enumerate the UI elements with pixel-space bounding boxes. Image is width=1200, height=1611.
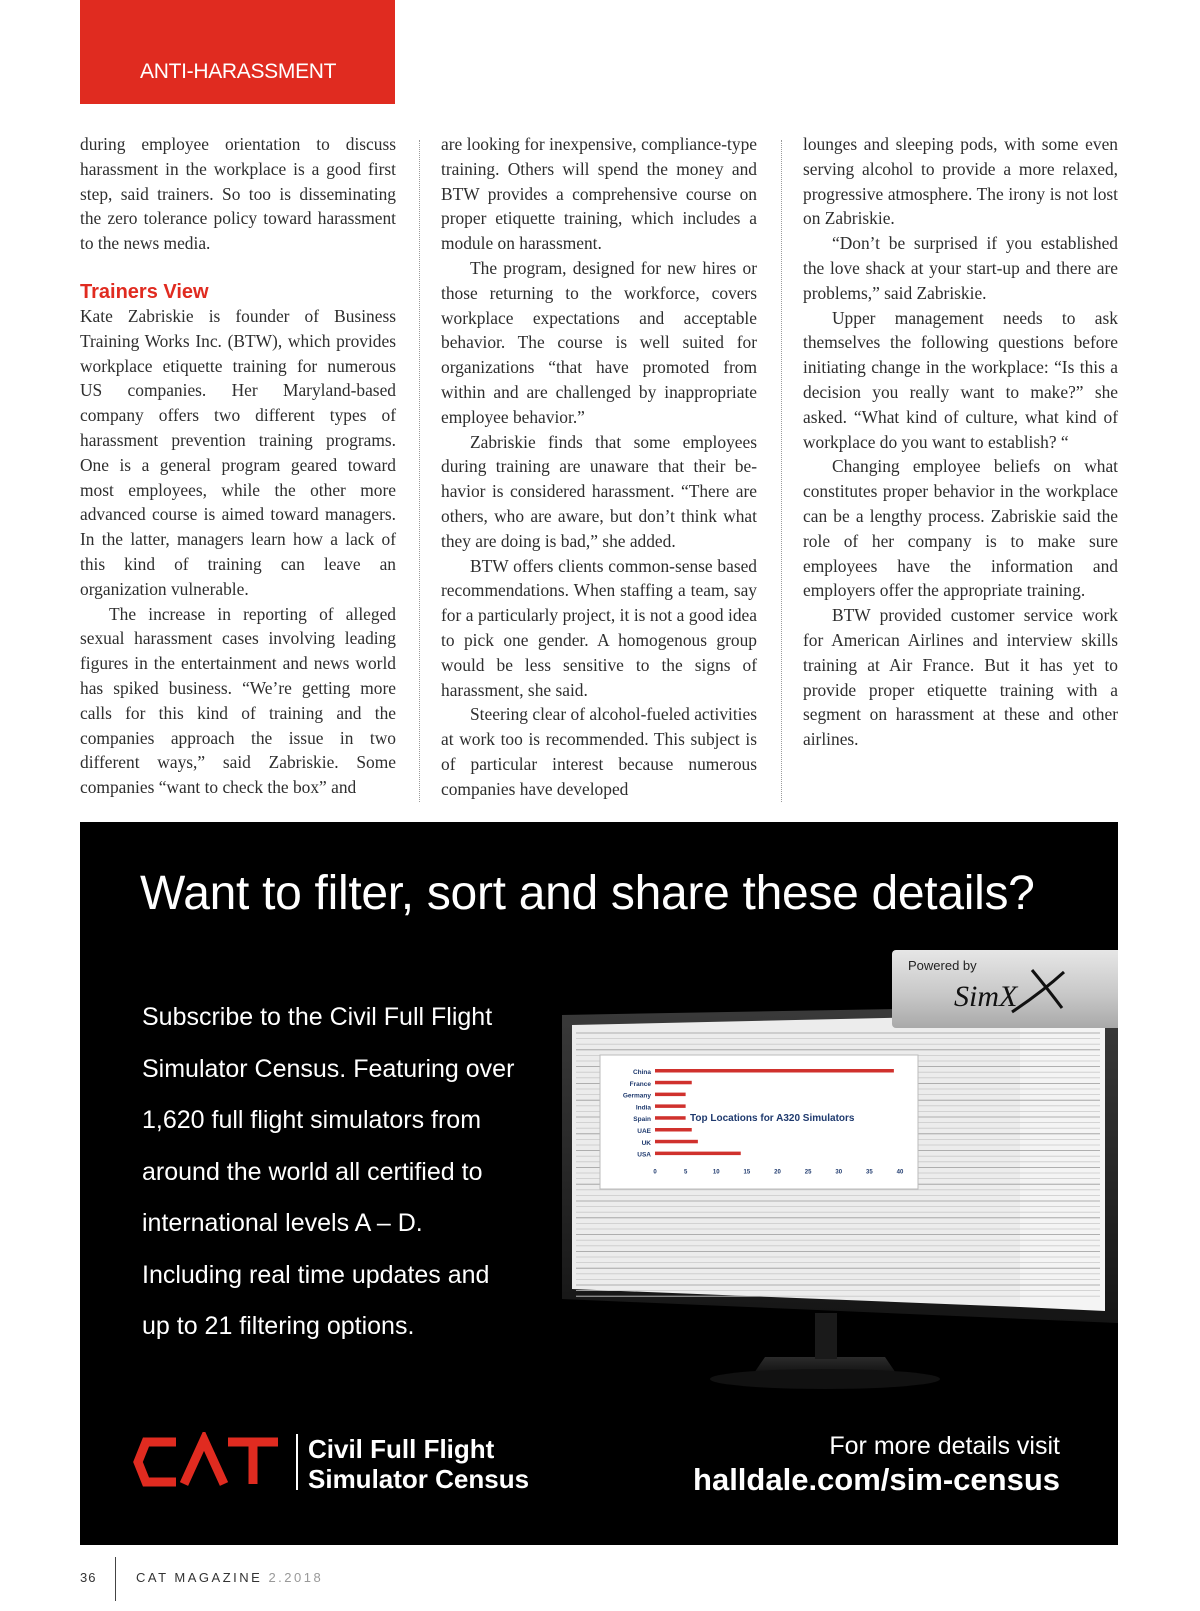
article-paragraph: are looking for inexpensive, compliance-type training. Others will spend the money and BTW provides a comprehensive course on proper etiquette training, which includes a module on harassment.	[441, 134, 757, 254]
cat-logo	[132, 1432, 282, 1492]
ad-headline: Want to filter, sort and share these details?	[140, 867, 1035, 920]
chart-tick-label: 5	[683, 1169, 688, 1176]
chart-category-label: Germany	[622, 1092, 651, 1100]
monitor-neck	[815, 1313, 837, 1359]
chart-title: Top Locations for A320 Simulators	[690, 1113, 855, 1124]
chart-category-label: USA	[637, 1151, 651, 1159]
census-name	[308, 1434, 529, 1494]
advertisement[interactable]	[80, 822, 1118, 1545]
chart-tick-label: 20	[774, 1169, 781, 1176]
chart-bar	[655, 1116, 686, 1120]
chart-tick-label: 0	[653, 1169, 657, 1176]
chart-bar	[655, 1093, 686, 1097]
article-paragraph: “Don’t be surprised if you established the love shack at your start-up and there are problems,” said Zabriskie.	[803, 233, 1118, 303]
issue-date: 2.2018	[268, 1570, 324, 1585]
chart-tick-label: 40	[896, 1169, 904, 1176]
visit-url-link[interactable]: halldale.com/sim-census	[693, 1462, 1060, 1497]
chart-category-label: France	[629, 1080, 651, 1088]
chart-bar	[655, 1140, 698, 1144]
article-paragraph: during employee orientation to discuss harassment in the workplace is a good first step, said trainers. So too is disseminating the zero tolerance policy toward harassment to the news media.	[80, 134, 396, 254]
page-number: 36	[80, 1570, 97, 1585]
powered-by-label: Powered by	[908, 958, 977, 973]
monitor-base	[710, 1369, 940, 1389]
article-column-2	[441, 132, 757, 804]
subheading: Trainers View	[80, 280, 209, 303]
simx-logo-text: SimX	[954, 980, 1018, 1013]
chart-bar	[655, 1081, 692, 1085]
simx-x-mark	[1012, 970, 1064, 1012]
simx-logo	[892, 950, 1118, 1028]
article-column-1	[80, 132, 396, 804]
chart-tick-label: 10	[712, 1169, 720, 1176]
chart-tick-label: 25	[804, 1169, 812, 1176]
chart-category-label: UK	[641, 1139, 651, 1147]
article-paragraph: The increase in reporting of alleged sexual harassment cases involving leading figures in the entertainment and news world has spiked business. “We’re getting more calls for this kind of training and the companies approach the issue in two different ways,” said Zabriskie. Some companies “want to check the box” and	[80, 603, 396, 798]
logo-c	[138, 1442, 176, 1482]
chart-tick-label: 30	[835, 1169, 843, 1176]
powered-by-badge	[892, 950, 1118, 1028]
census-line-1: Civil Full Flight	[308, 1434, 495, 1464]
magazine-footer	[136, 1570, 323, 1585]
article-column-3	[803, 132, 1118, 804]
footer-divider	[115, 1557, 116, 1601]
census-divider	[296, 1434, 298, 1490]
logo-a	[184, 1440, 224, 1484]
article-paragraph: BTW offers clients common-sense based recommendations. When staffing a team, say for a particularly project, it is not a good idea to pick one gender. A homogenous group would be less sensitive to the signs of harassment, she said.	[441, 555, 757, 700]
chart-category-label: India	[635, 1104, 651, 1112]
column-divider	[419, 140, 420, 802]
chart-tick-label: 35	[866, 1169, 873, 1176]
ad-body-line: 1,620 full flight simulators from	[142, 1106, 482, 1134]
chart-category-label: UAE	[637, 1128, 651, 1135]
ad-body	[142, 992, 542, 1353]
ad-body-line: around the world all certified to	[142, 1157, 483, 1186]
article-paragraph: lounges and sleeping pods, with some even serving alcohol to provide a more relaxed, progressive atmosphere. The irony is not lost on Zabriskie.	[803, 134, 1118, 229]
article-paragraph: Upper management needs to ask themselves the following questions before initiating change in the workplace: “Is this a decision you really want to make?” she asked. “What kind of culture, what kind of workplace do you want to establish? “	[803, 307, 1118, 452]
chart-tick-label: 15	[743, 1169, 751, 1176]
ad-body-line: Including real time updates and	[142, 1260, 490, 1289]
article-paragraph: The program, designed for new hires or those returning to the workforce, covers workplace expectations and acceptable behavior. The course is well suited for organizations “that have promoted from within and are challenged by inappropriate employee behavior.”	[441, 257, 757, 427]
ad-body-line: Simulator Census. Featuring over	[142, 1054, 515, 1083]
census-line-2: Simulator Census	[308, 1464, 530, 1494]
ad-body-line: Subscribe to the Civil Full Flight	[142, 1003, 493, 1031]
chart-bar	[655, 1128, 692, 1132]
article-paragraph: BTW provided customer service work for American Airlines and interview skills training at Air France. But it has yet to provide proper etiquette training with a segment on harassment at these and other airlines.	[803, 605, 1118, 750]
chart-bar	[655, 1069, 894, 1073]
article-paragraph: Changing employee beliefs on what constitutes proper behavior in the workplace can be a lengthy process. Zabriskie said the role of her company is to make sure employees have the information and employers offer the appropriate training.	[803, 456, 1118, 601]
section-label: ANTI-HARASSMENT	[140, 60, 337, 83]
chart-bar	[655, 1104, 686, 1108]
article-paragraph: Steering clear of alcohol-fueled activities at work too is recommended. This subject is of particular interest because numerous companies have developed	[441, 704, 757, 799]
section-tab	[80, 0, 395, 104]
article-paragraph: Kate Zabriskie is founder of Business Training Works Inc. (BTW), which provides workplace etiquette training for numerous US companies. Her Maryland-based company offers two different types of harassment prevention training programs. One is a general program geared toward most employees, while the other more advanced course is aimed toward managers. In the latter, managers learn how a lack of this kind of training can leave an organization vulnerable.	[80, 305, 396, 599]
chart-category-label: China	[632, 1069, 651, 1076]
chart-bar	[655, 1152, 741, 1156]
monitor-illustration	[550, 1007, 1118, 1407]
magazine-name: CAT MAGAZINE	[136, 1570, 263, 1585]
visit-label: For more details visit	[829, 1432, 1060, 1460]
article-paragraph: Zabriskie finds that some employees during training are unaware that their behavior is considered harassment. “There are others, who are aware, but don’t think what they are doing is bad,” she added.	[441, 431, 757, 551]
logo-t	[228, 1442, 278, 1484]
ad-body-line: international levels A – D.	[142, 1209, 423, 1237]
ad-body-line: up to 21 filtering options.	[142, 1312, 415, 1340]
column-divider	[781, 140, 782, 802]
chart-category-label: Spain	[633, 1116, 651, 1124]
